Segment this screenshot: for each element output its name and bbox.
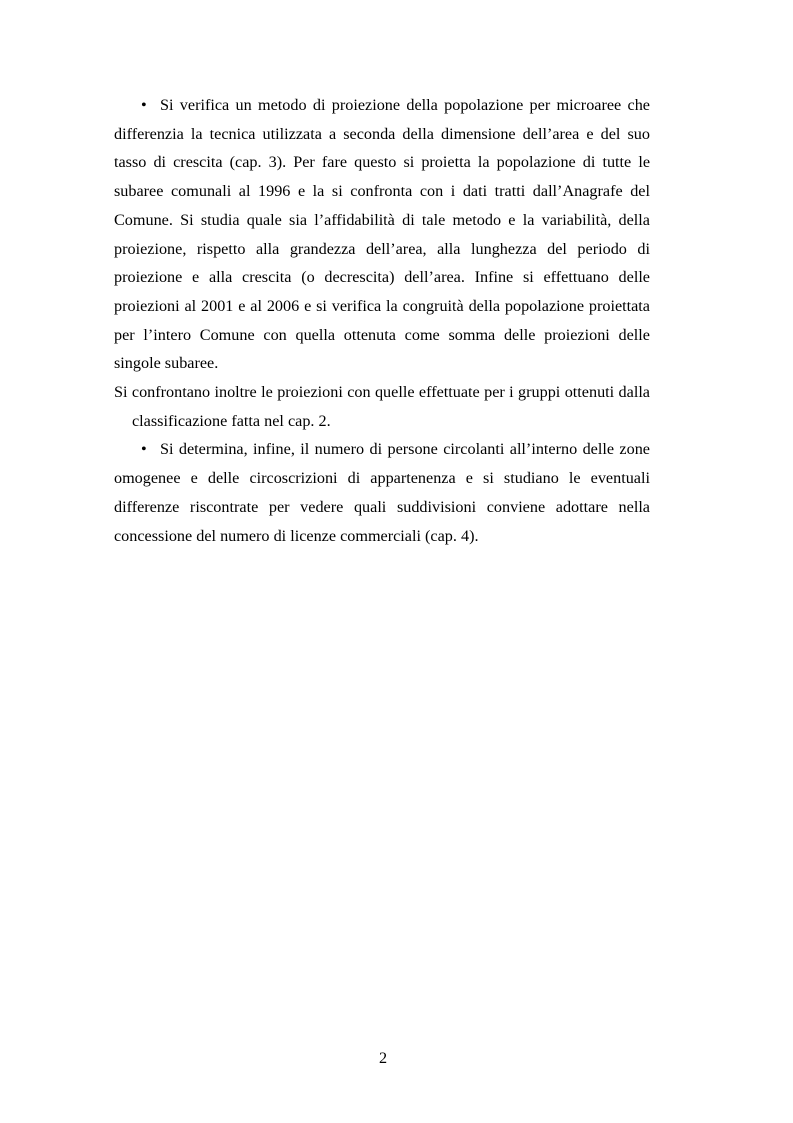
- bullet-icon: •: [141, 440, 147, 459]
- bullet-paragraph-circulating-persons: [114, 435, 650, 550]
- body-text: [114, 91, 650, 550]
- paragraph-text: Si verifica un metodo di proiezione della popolazione per microaree che differenzia la tecnica utilizzata a seconda della dimensione dell’area e del suo tasso di crescita (cap. 3). Per fare questo si proietta la popolazione di tutte le subaree comunali al 1996 e la si confronta con i dati tratti dall’Anagrafe del Comune. Si studia quale sia l’affidabilità di tale metodo e la variabilità, della proiezione, rispetto alla grandezza dell’area, alla lunghezza del periodo di proiezione e alla crescita (o decrescita) dell’area. Infine si effettuano delle proiezioni al 2001 e al 2006 e si verifica la congruità della popolazione proiettata per l’intero Comune con quella ottenuta come somma delle proiezioni delle singole subaree.: [114, 96, 650, 373]
- bullet-icon: •: [141, 96, 147, 114]
- page-number: 2: [378, 1049, 388, 1067]
- bullet-paragraph-projection-method: [114, 91, 650, 378]
- paragraph-text: Si determina, infine, il numero di persone circolanti all’interno delle zone omogenee e delle circoscrizioni di appartenenza e si studiano le eventuali differenze riscontrate per vedere quali suddivisioni conviene adottare nella concessione del numero di licenze commerciali (cap. 4).: [114, 440, 650, 545]
- paragraph-text: Si confrontano inoltre le proiezioni con quelle effettuate per i gruppi ottenuti dalla classificazione fatta nel cap. 2.: [114, 383, 650, 430]
- paragraph-comparison: [114, 378, 650, 435]
